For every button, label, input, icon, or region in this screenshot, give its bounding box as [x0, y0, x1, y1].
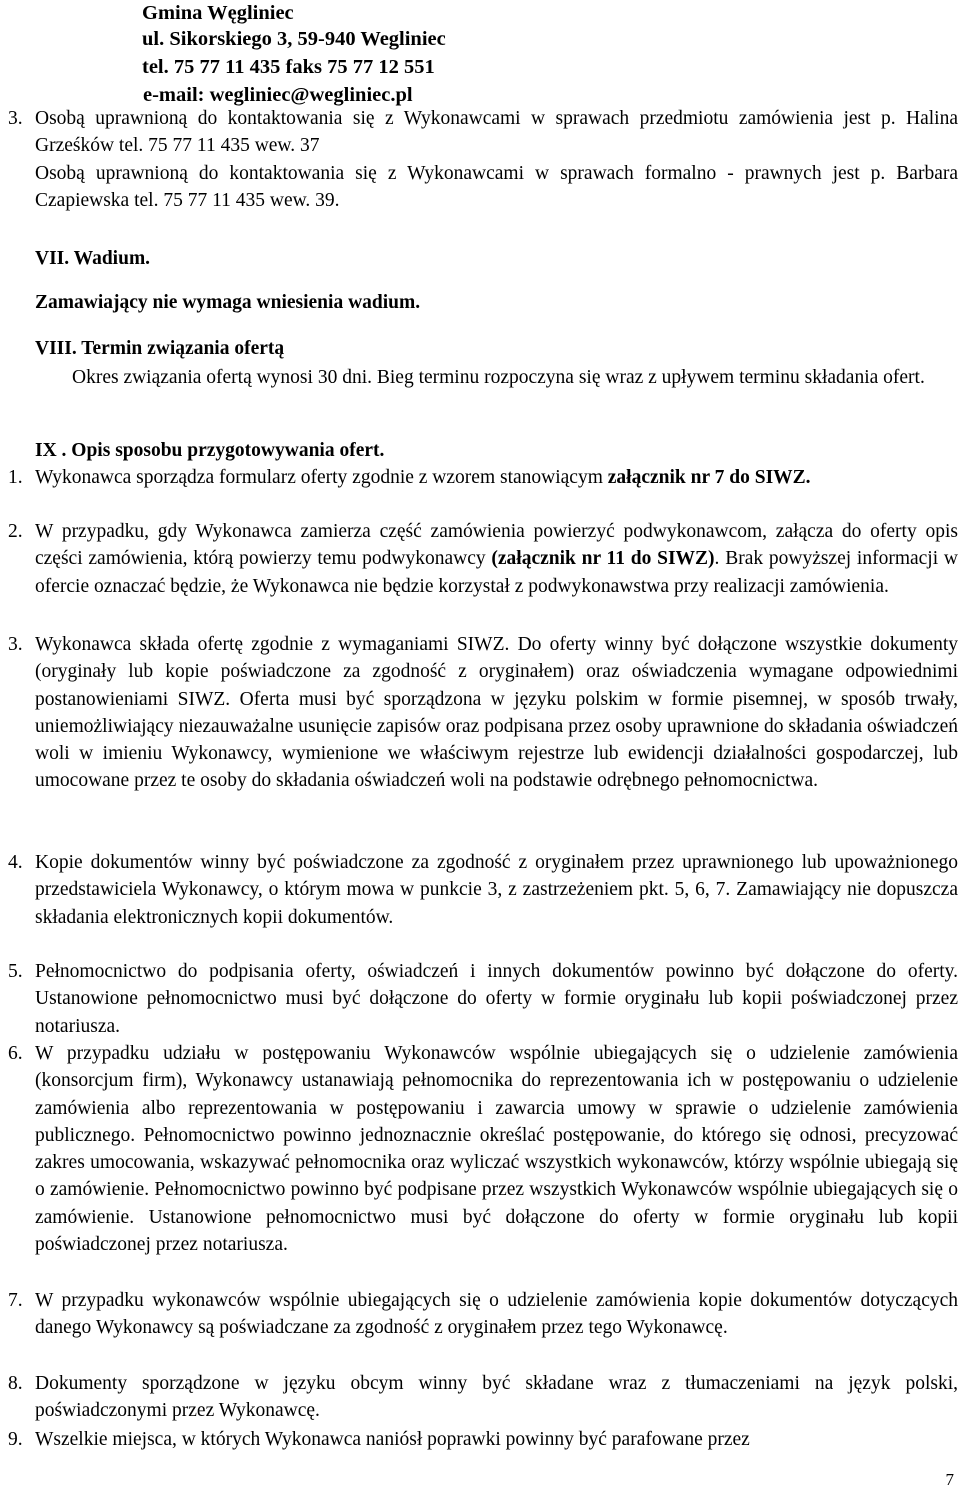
list-item-text [35, 1287, 958, 1342]
list-item-text [35, 518, 958, 600]
list-item-text [35, 631, 958, 795]
list-item [8, 631, 958, 795]
list-item-body: Dokumenty sporządzone w języku obcym winny być składane wraz z tłumaczeniami na język polski, poświadczonymi przez Wykonawcę. [35, 1373, 958, 1422]
list-item-number: 4. [8, 852, 23, 873]
list-item-body: Pełnomocnictwo do podpisania oferty, oświadczeń i innych dokumentów powinno być dołączone do oferty. Ustanowione pełnomocnictwo musi być dołączone do oferty w formie oryginału lub kopii poświadczonej przez notariusza. [35, 961, 958, 1037]
list-item [8, 1287, 958, 1342]
header-line-email: e-mail: wegliniec@wegliniec.pl [143, 84, 413, 106]
list-item-body: W przypadku, gdy Wykonawca zamierza część zamówienia powierzyć podwykonawcom, załącza do oferty opis części zamówienia, którą powierzy temu podwykonawcy [35, 521, 958, 570]
header-line-municipality: Gmina Węgliniec [142, 2, 294, 24]
list-item-number: 2. [8, 521, 23, 542]
list-item-body: Wszelkie miejsca, w których Wykonawca naniósł poprawki powinny być parafowane przez [35, 1429, 750, 1450]
section-heading-termin: VIII. Termin związania ofertą [35, 338, 285, 359]
list-item-text [35, 958, 958, 1040]
header-line-street: ul. Sikorskiego 3, 59-940 Wegliniec [142, 28, 446, 50]
list-item-number: 7. [8, 1290, 23, 1311]
list-item-number: 8. [8, 1373, 23, 1394]
contact-person-subject: Osobą uprawnioną do kontaktowania się z Wykonawcami w sprawach przedmiotu zamówienia jest p. Halina Grześków tel. 75 77 11 435 wew. 37 [35, 108, 958, 157]
list-item-number: 1. [8, 467, 23, 488]
section-heading-opis: IX . Opis sposobu przygotowywania ofert. [35, 440, 385, 461]
list-item [8, 1040, 958, 1258]
list-item-text [35, 849, 958, 931]
list-item-text [35, 1426, 958, 1453]
termin-text: Okres związania ofertą wynosi 30 dni. Bieg terminu rozpoczyna się wraz z upływem terminu składania ofert. [72, 367, 925, 388]
list-item [8, 464, 958, 491]
section-heading-wadium: VII. Wadium. [35, 248, 151, 269]
list-item-body-continued: . Brak powyższej informacji w ofercie oznaczać będzie, że Wykonawca nie będzie korzystał z podwykonawstwa przy realizacji zamówienia. [35, 548, 958, 597]
list-item-body: Wykonawca składa ofertę zgodnie z wymaganiami SIWZ. Do oferty winny być dołączone wszystkie dokumenty (oryginały lub kopie poświadczone za zgodność z oryginałem) oraz oświadczenia wymagane odpowiednimi postanowieniami SIWZ. Oferta musi być sporządzona w języku polskim w formie pisemnej, w sposób trwały, uniemożliwiający niezauważalne usunięcie zapisów oraz podpisana przez osoby uprawnione do składania oświadczeń woli w imieniu Wykonawcy, wymienione we właściwym rejestrze lub ewidencji działalności gospodarczej, lub umocowane przez te osoby do składania oświadczeń woli na podstawie odrębnego pełnomocnictwa. [35, 634, 958, 792]
list-item-emphasis: załącznik nr 7 do SIWZ. [607, 467, 811, 488]
header-line-phone: tel. 75 77 11 435 faks 75 77 12 551 [142, 56, 435, 78]
list-item-text [35, 464, 958, 491]
contact-person-formal: Osobą uprawnioną do kontaktowania się z Wykonawcami w sprawach formalno - prawnych jest p. Barbara Czapiewska tel. 75 77 11 435 wew. 39. [35, 162, 958, 211]
address-header [142, 0, 922, 108]
list-item-number: 5. [8, 961, 23, 982]
list-item-emphasis: (załącznik nr 11 do SIWZ) [491, 548, 715, 570]
contact-item-3 [8, 105, 958, 214]
list-item-text [35, 1370, 958, 1425]
page-number: 7 [945, 1470, 954, 1489]
list-item-body: Wykonawca sporządza formularz oferty zgodnie z wzorem stanowiącym [35, 467, 608, 488]
list-item-number: 3. [8, 634, 23, 655]
list-item-text [35, 1040, 958, 1258]
list-item-number: 9. [8, 1429, 23, 1450]
list-item-number: 6. [8, 1043, 23, 1064]
list-item [8, 518, 958, 600]
list-item [8, 958, 958, 1040]
list-item-body: W przypadku udziału w postępowaniu Wykonawców wspólnie ubiegających się o udzielenie zamówienia (konsorcjum firm), Wykonawcy ustanawiają pełnomocnika do reprezentowania ich w postępowaniu o udzielenie zamówienia albo reprezentowania w postępowaniu i zawarcia umowy w sprawie o udzielenie zamówienia publicznego. Pełnomocnictwo powinno jednoznacznie określać postępowanie, do którego się odnosi, precyzować zakres umocowania, wskazywać pełnomocnika oraz wyliczać wszystkich wykonawców, którzy wspólnie ubiegają się o zamówienie. Pełnomocnictwo powinno być podpisane przez wszystkich Wykonawców wspólnie ubiegających się o zamówienie. Ustanowione pełnomocnictwo musi być dołączone do oferty w formie oryginału lub kopii poświadczonej przez notariusza. [35, 1043, 958, 1256]
wadium-text: Zamawiający nie wymaga wniesienia wadium. [35, 292, 421, 313]
list-item-body: Kopie dokumentów winny być poświadczone za zgodność z oryginałem przez uprawnionego lub upoważnionego przedstawiciela Wykonawcy, o którym mowa w punkcie 3, z zastrzeżeniem pkt. 5, 6, 7. Zamawiający nie dopuszcza składania elektronicznych kopii dokumentów. [35, 852, 958, 928]
list-item [8, 1426, 958, 1453]
list-item [8, 1370, 958, 1425]
list-item [8, 849, 958, 931]
list-item-body: W przypadku wykonawców wspólnie ubiegających się o udzielenie zamówienia kopie dokumentów dotyczących danego Wykonawcy są poświadczane za zgodność z oryginałem przez tego Wykonawcę. [35, 1290, 958, 1339]
item-number: 3. [8, 108, 23, 129]
